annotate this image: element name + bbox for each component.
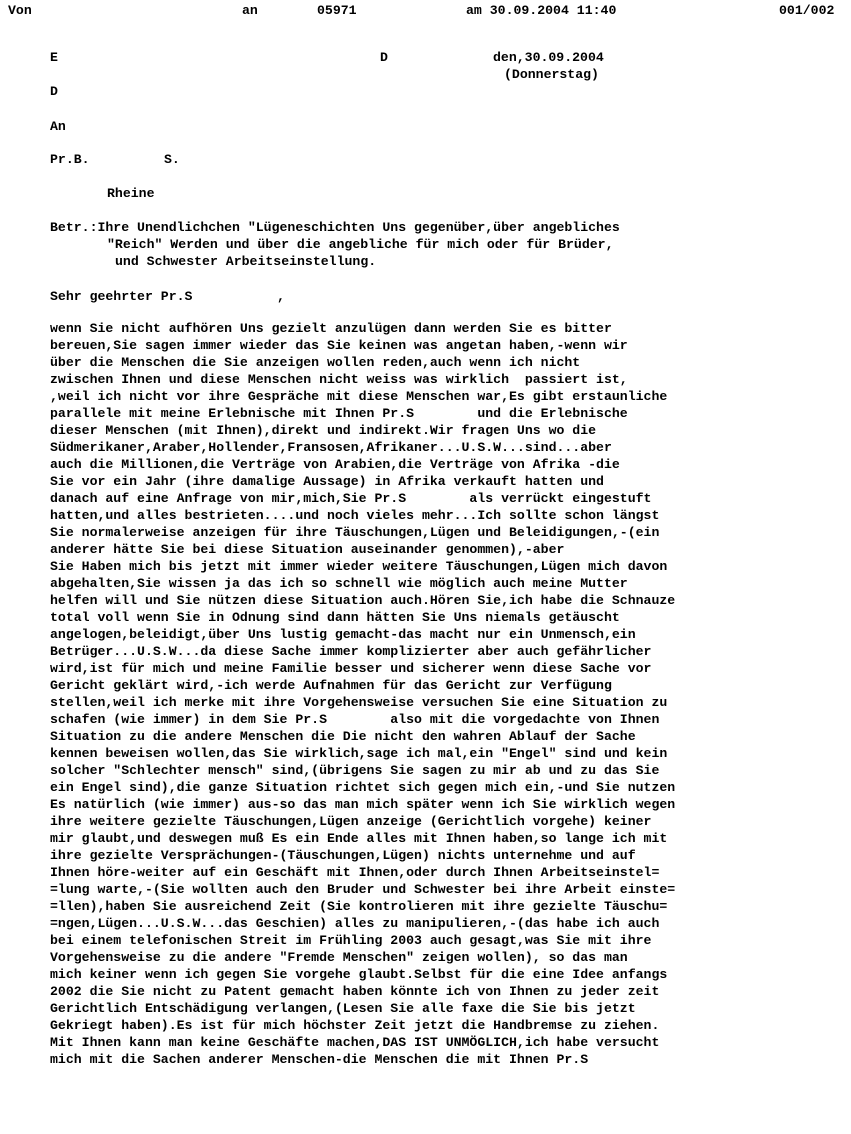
body-line: auch die Millionen,die Verträge von Arabien,die Verträge von Afrika -die: [50, 457, 620, 472]
fax-page-count: 001/002: [779, 3, 835, 18]
body-line: hatten,und alles bestrieten....und noch vieles mehr...Ich sollte schon längst: [50, 508, 660, 523]
body-line: mich keiner wenn ich gegen Sie vorgehe glaubt.Selbst für die eine Idee anfangs: [50, 967, 668, 982]
subject-line-3: und Schwester Arbeitseinstellung.: [115, 254, 377, 269]
letter-body: [50, 320, 840, 1068]
sender-line-2: D: [50, 84, 58, 99]
body-line: Gericht geklärt wird,-ich werde Aufnahmen für das Gericht zur Verfügung: [50, 678, 612, 693]
recipient-name-initial: S.: [164, 152, 180, 167]
body-line: helfen will und Sie nützen diese Situation auch.Hören Sie,ich habe die Schnauze: [50, 593, 676, 608]
fax-datetime: am 30.09.2004 11:40: [466, 3, 617, 18]
body-line: mich mit die Sachen anderer Menschen-die Menschen die mit Ihnen Pr.S: [50, 1052, 589, 1067]
recipient-name-prefix: Pr.B.: [50, 152, 90, 167]
body-line: Sie vor ein Jahr (ihre damalige Aussage) in Afrika verkauft hatten und: [50, 474, 604, 489]
sender-city: D: [380, 50, 388, 65]
body-line: zwischen Ihnen und diese Menschen nicht weiss was wirklich passiert ist,: [50, 372, 628, 387]
body-line: mir glaubt,und deswegen muß Es ein Ende alles mit Ihnen haben,so lange ich mit: [50, 831, 668, 846]
body-line: Gerichtlich Entschädigung verlangen,(Lesen Sie alle faxe die Sie bis jetzt: [50, 1001, 636, 1016]
body-line: über die Menschen die Sie anzeigen wollen reden,auch wenn ich nicht: [50, 355, 581, 370]
body-line: Vorgehensweise zu die andere "Fremde Menschen" zeigen wollen), so das man: [50, 950, 628, 965]
body-line: anderer hätte Sie bei diese Situation auseinander genommen),-aber: [50, 542, 565, 557]
body-line: Betrüger...U.S.W...da diese Sache immer komplizierter aber auch gefährlicher: [50, 644, 652, 659]
fax-to-label: an: [242, 3, 258, 18]
body-line: Ihnen höre-weiter auf ein Geschäft mit Ihnen,oder durch Ihnen Arbeitseinstel=: [50, 865, 660, 880]
subject-line-2: "Reich" Werden und über die angebliche für mich oder für Brüder,: [107, 237, 614, 252]
salutation-comma: ,: [277, 289, 285, 304]
body-line: Mit Ihnen kann man keine Geschäfte machen,DAS IST UNMÖGLICH,ich habe versucht: [50, 1035, 660, 1050]
salutation-text: Sehr geehrter Pr.S: [50, 289, 193, 304]
body-line: danach auf eine Anfrage von mir,mich,Sie Pr.S als verrückt eingestuft: [50, 491, 652, 506]
body-line: angelogen,beleidigt,über Uns lustig gemacht-das macht nur ein Unmensch,ein: [50, 627, 636, 642]
body-line: Südmerikaner,Araber,Hollender,Fransosen,Afrikaner...U.S.W...sind...aber: [50, 440, 612, 455]
recipient-to-label: An: [50, 119, 66, 134]
letter-weekday: (Donnerstag): [504, 67, 599, 82]
body-line: =lung warte,-(Sie wollten auch den Bruder und Schwester bei ihre Arbeit einste=: [50, 882, 676, 897]
body-line: =llen),haben Sie ausreichend Zeit (Sie kontrolieren mit ihre gezielte Täuschu=: [50, 899, 668, 914]
body-line: wenn Sie nicht aufhören Uns gezielt anzulügen dann werden Sie es bitter: [50, 321, 612, 336]
body-line: =ngen,Lügen...U.S.W...das Geschien) alles zu manipulieren,-(das habe ich auch: [50, 916, 660, 931]
body-line: ein Engel sind),die ganze Situation richtet sich gegen mich ein,-und Sie nutzen: [50, 780, 676, 795]
body-line: 2002 die Sie nicht zu Patent gemacht haben könnte ich von Ihnen zu jeder zeit: [50, 984, 660, 999]
body-line: total voll wenn Sie in Odnung sind dann hätten Sie Uns niemals getäuscht: [50, 610, 620, 625]
body-line: bereuen,Sie sagen immer wieder das Sie keinen was angetan haben,-wenn wir: [50, 338, 628, 353]
body-line: ihre weitere gezielte Täuschungen,Lügen anzeige (Gerichtlich vorgehe) keiner: [50, 814, 652, 829]
body-line: solcher "Schlechter mensch" sind,(übrigens Sie sagen zu mir ab und zu das Sie: [50, 763, 660, 778]
body-line: Es natürlich (wie immer) aus-so das man mich später wenn ich Sie wirklich wegen: [50, 797, 676, 812]
body-line: bei einem telefonischen Streit im Frühling 2003 auch gesagt,was Sie mit ihre: [50, 933, 652, 948]
body-line: ihre gezielte Versprächungen-(Täuschungen,Lügen) nichts unternehme und auf: [50, 848, 636, 863]
body-line: dieser Menschen (mit Ihnen),direkt und indirekt.Wir fragen Uns wo die: [50, 423, 597, 438]
body-line: parallele mit meine Erlebnische mit Ihnen Pr.S und die Erlebnische: [50, 406, 628, 421]
fax-from-label: Von: [8, 3, 32, 18]
body-line: Sie Haben mich bis jetzt mit immer wieder weitere Täuschungen,Lügen mich davon: [50, 559, 668, 574]
body-line: Gekriegt haben).Es ist für mich höchster Zeit jetzt die Handbremse zu ziehen.: [50, 1018, 660, 1033]
body-line: Situation zu die andere Menschen die Die nicht den wahren Ablauf der Sache: [50, 729, 636, 744]
subject-line-1: Betr.:Ihre Unendlichchen "Lügeneschichten Uns gegenüber,über angebliches: [50, 220, 620, 235]
fax-to-number: 05971: [317, 3, 357, 18]
body-line: stellen,weil ich merke mit ihre Vorgehensweise versuchen Sie eine Situation zu: [50, 695, 668, 710]
recipient-city: Rheine: [107, 186, 155, 201]
body-line: schafen (wie immer) in dem Sie Pr.S also mit die vorgedachte von Ihnen: [50, 712, 660, 727]
body-line: ,weil ich nicht vor ihre Gespräche mit diese Menschen war,Es gibt erstaunliche: [50, 389, 668, 404]
sender-line-1: E: [50, 50, 58, 65]
body-line: abgehalten,Sie wissen ja das ich so schnell wie möglich auch meine Mutter: [50, 576, 628, 591]
body-line: wird,ist für mich und meine Familie besser und sicherer wenn diese Sache vor: [50, 661, 652, 676]
body-line: kennen beweisen wollen,das Sie wirklich,sage ich mal,ein "Engel" sind und kein: [50, 746, 668, 761]
letter-date: den,30.09.2004: [493, 50, 604, 65]
body-line: Sie normalerweise anzeigen für ihre Täuschungen,Lügen und Beleidigungen,-(ein: [50, 525, 660, 540]
